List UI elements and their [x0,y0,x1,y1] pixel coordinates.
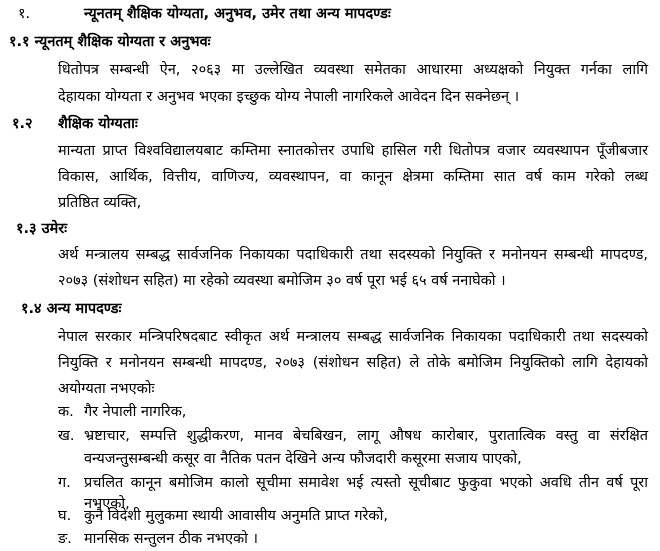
list-item-text: प्रचलित कानून बमोजिम कालो सूचीमा समावेश भई त्यस्तो सूचीबाट फुकुवा भएको अवधि तीन वर्ष पूरा [84,475,648,491]
paragraph-line: २०७३ (संशोधन सहित) मा रहेको व्यवस्था बमोजिम ३० वर्ष पूरा भई ६५ वर्ष ननाघेको । [58,273,506,289]
list-item-text: नभएको, [84,496,130,512]
list-item-label: ग. [58,475,71,491]
paragraph-line: अर्थ मन्त्रालय सम्बद्ध सार्वजनिक निकायका पदाधिकारी तथा सदस्यको नियुक्ति र मनोनयन सम्बन्धी मापदण्ड, [58,247,648,263]
subsection-number-1-2: १.२ [12,116,33,132]
paragraph-line: विकास, आर्थिक, वित्तीय, वाणिज्य, व्यवस्थापन, वा कानून क्षेत्रमा कम्तिमा सात वर्ष काम गरेको लब्ध [58,169,648,185]
subsection-title-1-2: शैक्षिक योग्यताः [58,116,138,132]
list-item-label: ङ. [58,531,72,547]
list-item-text: भ्रष्टाचार, सम्पत्ति शुद्धीकरण, मानव बेचबिखन, लागू औषध कारोबार, पुरातात्विक वस्तु वा संरक्षित [84,428,648,444]
list-item-label: क. [58,404,74,420]
paragraph-line: अयोग्यता नभएकोः [58,381,155,397]
section-number: १. [18,6,31,22]
paragraph-line: धितोपत्र सम्बन्धी ऐन, २०६३ मा उल्लेखित व्यवस्था समेतका आधारमा अध्यक्षको नियुक्त गर्नका लागि [58,62,648,78]
subsection-title-1-3: १.३ उमेरः [16,221,68,237]
subsection-title-1-4: १.४ अन्य मापदण्डः [21,301,122,317]
paragraph-line: मान्यता प्राप्त विश्वविद्यालयबाट कम्तिमा स्नातकोत्तर उपाधि हासिल गरी धितोपत्र वजार व्यवस्थापन पूँजीबजार [58,143,648,159]
list-item-text: मानसिक सन्तुलन ठीक नभएको । [84,531,258,547]
list-item-label: घ. [58,508,72,524]
list-item-text: गैर नेपाली नागरिक, [84,404,187,420]
paragraph-line: प्रतिष्ठित व्यक्ति, [58,195,142,211]
list-item-text: कुनै विदेशी मुलुकमा स्थायी आवासीय अनुमति प्राप्त गरेको, [84,508,388,524]
paragraph-line: नियुक्ति र मनोनयन सम्बन्धी मापदण्ड, २०७३ (संशोधन सहित) ले तोके बमोजिम नियुक्तिको लागि देहायको [58,355,648,371]
section-title: न्यूनतम् शैक्षिक योग्यता, अनुभव, उमेर तथा अन्य मापदण्डः [84,6,391,22]
paragraph-line: नेपाल सरकार मन्त्रिपरिषदबाट स्वीकृत अर्थ मन्त्रालय सम्बद्ध सार्वजनिक निकायका पदाधिकारी तथा सदस्यको [58,329,648,345]
subsection-title-1-1: १.१ न्यूनतम् शैक्षिक योग्यता र अनुभवः [9,34,211,50]
list-item-label: ख. [58,428,75,444]
paragraph-line: देहायका योग्यता र अनुभव भएका इच्छुक योग्य नेपाली नागरिकले आवेदन दिन सक्नेछन् । [58,89,520,105]
list-item-text: वन्यजन्तुसम्बन्धी कसूर वा नैतिक पतन देखिने अन्य फौजदारी कसूरमा सजाय पाएको, [84,451,522,467]
